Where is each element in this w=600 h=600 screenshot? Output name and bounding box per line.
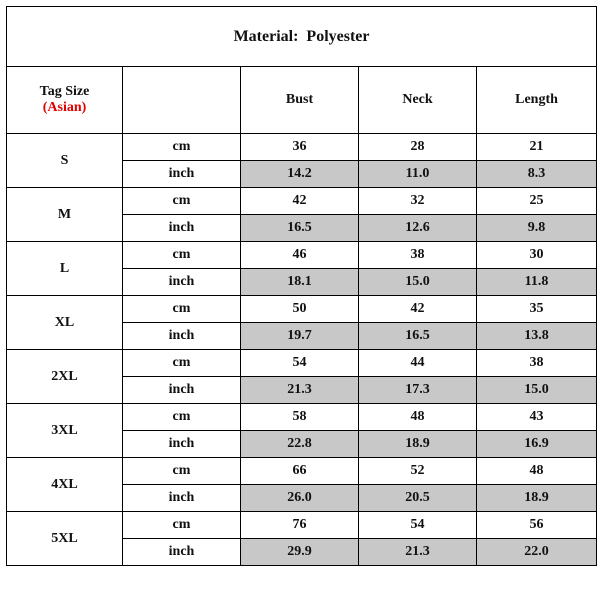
neck-value: 21.3	[359, 539, 477, 566]
bust-value: 14.2	[241, 161, 359, 188]
size-label: L	[7, 242, 123, 296]
bust-value: 54	[241, 350, 359, 377]
neck-value: 28	[359, 134, 477, 161]
neck-value: 20.5	[359, 485, 477, 512]
unit-label: inch	[123, 485, 241, 512]
length-value: 25	[477, 188, 597, 215]
tag-region-label: (Asian)	[42, 100, 87, 115]
length-value: 15.0	[477, 377, 597, 404]
length-value: 8.3	[477, 161, 597, 188]
neck-value: 38	[359, 242, 477, 269]
bust-value: 46	[241, 242, 359, 269]
bust-value: 19.7	[241, 323, 359, 350]
bust-value: 58	[241, 404, 359, 431]
neck-value: 42	[359, 296, 477, 323]
bust-value: 22.8	[241, 431, 359, 458]
size-label: 5XL	[7, 512, 123, 566]
tag-size-header	[7, 67, 123, 134]
length-column-header: Length	[477, 67, 597, 134]
unit-label: inch	[123, 323, 241, 350]
size-label: M	[7, 188, 123, 242]
bust-value: 26.0	[241, 485, 359, 512]
table-row	[7, 512, 597, 539]
bust-value: 66	[241, 458, 359, 485]
length-value: 13.8	[477, 323, 597, 350]
unit-label: inch	[123, 215, 241, 242]
neck-value: 48	[359, 404, 477, 431]
neck-value: 15.0	[359, 269, 477, 296]
length-value: 35	[477, 296, 597, 323]
neck-value: 16.5	[359, 323, 477, 350]
bust-value: 16.5	[241, 215, 359, 242]
unit-label: inch	[123, 539, 241, 566]
length-value: 30	[477, 242, 597, 269]
size-label: 2XL	[7, 350, 123, 404]
length-value: 18.9	[477, 485, 597, 512]
material-label: Material:	[233, 27, 299, 45]
length-value: 56	[477, 512, 597, 539]
length-value: 38	[477, 350, 597, 377]
unit-label: cm	[123, 188, 241, 215]
bust-value: 50	[241, 296, 359, 323]
unit-label: cm	[123, 512, 241, 539]
unit-label: cm	[123, 134, 241, 161]
unit-label: cm	[123, 296, 241, 323]
table-row	[7, 458, 597, 485]
unit-label: cm	[123, 242, 241, 269]
size-label: 3XL	[7, 404, 123, 458]
size-chart-body	[7, 7, 597, 566]
unit-column-header	[123, 67, 241, 134]
unit-label: cm	[123, 350, 241, 377]
unit-label: inch	[123, 377, 241, 404]
bust-column-header: Bust	[241, 67, 359, 134]
unit-label: inch	[123, 269, 241, 296]
length-value: 48	[477, 458, 597, 485]
length-value: 43	[477, 404, 597, 431]
length-value: 16.9	[477, 431, 597, 458]
bust-value: 18.1	[241, 269, 359, 296]
neck-value: 52	[359, 458, 477, 485]
length-value: 21	[477, 134, 597, 161]
size-label: S	[7, 134, 123, 188]
neck-value: 18.9	[359, 431, 477, 458]
length-value: 22.0	[477, 539, 597, 566]
neck-value: 44	[359, 350, 477, 377]
unit-label: cm	[123, 404, 241, 431]
material-value: Polyester	[306, 27, 370, 45]
unit-label: inch	[123, 431, 241, 458]
table-row	[7, 296, 597, 323]
header-row	[7, 67, 597, 134]
bust-value: 36	[241, 134, 359, 161]
table-row	[7, 242, 597, 269]
table-row	[7, 350, 597, 377]
tag-size-label: Tag Size	[39, 84, 90, 99]
neck-value: 32	[359, 188, 477, 215]
bust-value: 21.3	[241, 377, 359, 404]
length-value: 11.8	[477, 269, 597, 296]
size-chart-table	[6, 6, 597, 566]
neck-column-header: Neck	[359, 67, 477, 134]
neck-value: 11.0	[359, 161, 477, 188]
material-title	[7, 7, 597, 67]
bust-value: 29.9	[241, 539, 359, 566]
size-label: XL	[7, 296, 123, 350]
size-label: 4XL	[7, 458, 123, 512]
table-row	[7, 134, 597, 161]
table-row	[7, 188, 597, 215]
unit-label: inch	[123, 161, 241, 188]
neck-value: 12.6	[359, 215, 477, 242]
bust-value: 42	[241, 188, 359, 215]
table-row	[7, 404, 597, 431]
length-value: 9.8	[477, 215, 597, 242]
unit-label: cm	[123, 458, 241, 485]
title-row	[7, 7, 597, 67]
neck-value: 17.3	[359, 377, 477, 404]
neck-value: 54	[359, 512, 477, 539]
bust-value: 76	[241, 512, 359, 539]
